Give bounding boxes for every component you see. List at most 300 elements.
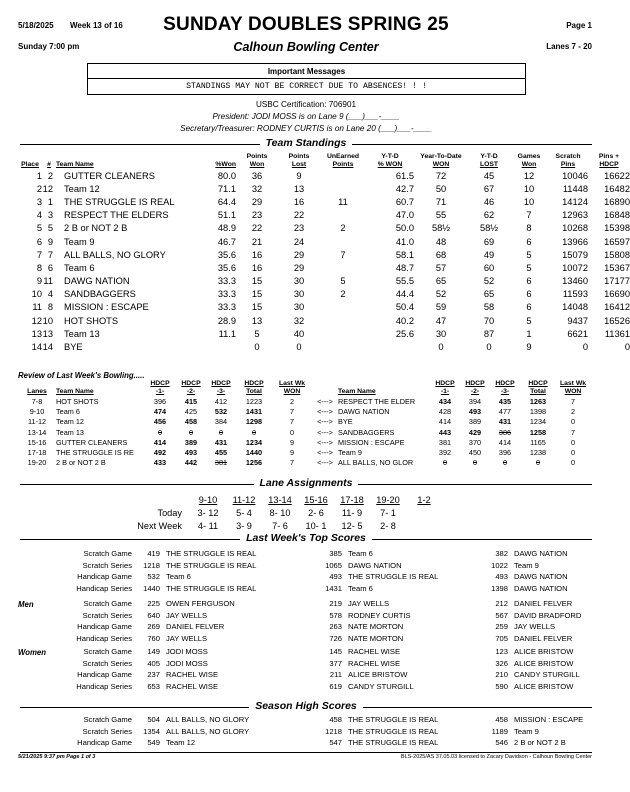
review-lanes: 11-12: [27, 417, 47, 427]
standings-cell: 65: [435, 276, 447, 287]
score-holder: Team 12: [166, 738, 196, 748]
standings-cell: 10: [523, 183, 535, 194]
review-team-name: THE STRUGGLE IS RE: [56, 448, 134, 458]
lane-assignment-pair: 4- 11: [197, 520, 219, 531]
score-holder: DANIEL FELVER: [166, 622, 225, 632]
standings-cell: 15367: [604, 262, 630, 273]
standings-row: [18, 248, 630, 261]
standings-cell: 14048: [562, 302, 588, 313]
standings-cell: 48: [435, 236, 447, 247]
standings-cell: 15: [251, 302, 263, 313]
score-holder: JAY WELLS: [348, 599, 390, 609]
standings-cell: DAWG NATION: [64, 276, 130, 287]
standings-cell: 64.4: [217, 196, 236, 207]
score-holder: ALL BALLS, NO GLORY: [166, 726, 250, 736]
review-col-header: HDCP -3-: [495, 380, 515, 395]
review-score: 7: [570, 396, 576, 406]
score-holder: JAY WELLS: [166, 634, 208, 644]
review-score: 458: [184, 417, 198, 427]
standings-cell: 16482: [604, 183, 630, 194]
usbc-certification: USBC Certification: 706901: [255, 100, 357, 109]
standings-cell: 62: [483, 210, 495, 221]
standings-col-header: Points Won: [246, 153, 268, 168]
review-lanes: 13-14: [27, 427, 47, 437]
lane-assignment-pair: 7- 6: [272, 520, 288, 531]
standings-cell: 29: [293, 249, 305, 260]
score-category: Handicap Series: [76, 634, 132, 644]
lane-assignments-body: [120, 506, 442, 532]
standings-cell: 32: [251, 183, 263, 194]
standings-cell: 15: [251, 276, 263, 287]
score-holder: THE STRUGGLE IS REAL: [348, 572, 439, 582]
review-col-header: Team Name: [338, 388, 376, 395]
standings-cell: 48.7: [395, 262, 414, 273]
score-holder: JODI MOSS: [166, 658, 208, 668]
review-team-name: 2 B or NOT 2 B: [56, 458, 106, 468]
standings-cell: MISSION : ESCAPE: [64, 302, 149, 313]
score-holder: THE STRUGGLE IS REAL: [348, 715, 439, 725]
score-holder: RACHEL WISE: [166, 682, 219, 692]
score-holder: NATE MORTON: [348, 622, 404, 632]
standings-cell: 10: [42, 315, 53, 326]
lane-pair-header: 19-20: [376, 494, 400, 505]
standings-cell: 36: [251, 170, 263, 181]
standings-cell: Team 6: [64, 262, 95, 273]
review-score: 1298: [245, 417, 263, 427]
score-row: [18, 610, 590, 622]
standings-cell: 9: [526, 342, 532, 353]
standings-row: [18, 301, 630, 314]
score-value: 547: [329, 738, 342, 748]
review-versus: <--->: [317, 458, 333, 468]
standings-cell: 50: [435, 183, 447, 194]
standings-col-header: Y-T-D LOST: [479, 153, 499, 168]
score-value: 458: [329, 715, 342, 725]
review-row: [18, 406, 590, 416]
lane-assignment-pair: [406, 506, 442, 519]
lane-assignment-pair: 3- 9: [236, 520, 252, 531]
score-holder: Team 9: [514, 726, 539, 736]
score-category: Scratch Series: [82, 658, 132, 668]
review-score: 492: [153, 448, 167, 458]
review-score: 456: [153, 417, 167, 427]
standings-cell: 3: [36, 196, 42, 207]
score-row: [18, 548, 590, 560]
score-category: Scratch Game: [83, 715, 132, 725]
standings-cell: 59: [435, 302, 447, 313]
lane-assignment-pair: 12- 5: [341, 520, 363, 531]
review-team-name: SANDBAGGERS: [338, 427, 395, 437]
standings-cell: 45: [483, 170, 495, 181]
standings-cell: [320, 314, 366, 327]
standings-cell: 2: [47, 170, 53, 181]
standings-cell: 6: [47, 262, 53, 273]
review-versus: <--->: [317, 437, 333, 447]
standings-cell: 1: [36, 170, 42, 181]
score-row: [18, 681, 590, 693]
review-score: 394: [468, 396, 482, 406]
standings-cell: 58.1: [395, 249, 414, 260]
standings-cell: 35.6: [217, 262, 236, 273]
standings-cell: 47: [435, 315, 447, 326]
lane-assignment-pair: [406, 519, 442, 532]
standings-cell: 51.1: [217, 210, 236, 221]
review-col-header: Last Wk WON: [278, 380, 306, 395]
score-value: 382: [495, 549, 508, 559]
standings-cell: 6: [526, 276, 532, 287]
score-row: [18, 726, 590, 738]
report-week: Week 13 of 16: [70, 21, 123, 30]
lane-assignment-row: [120, 506, 442, 519]
review-score: 396: [498, 448, 512, 458]
standings-cell: 33.3: [217, 276, 236, 287]
lane-assignments-table: [120, 493, 442, 532]
review-team-name: BYE: [338, 417, 353, 427]
page-number: Page 1: [566, 21, 592, 30]
standings-cell: 4: [47, 289, 53, 300]
standings-cell: BYE: [64, 342, 83, 353]
score-value: 149: [147, 647, 160, 657]
standings-cell: 30: [293, 302, 305, 313]
standings-cell: [320, 235, 366, 248]
standings-cell: 6621: [567, 328, 588, 339]
review-score: 0: [218, 427, 224, 437]
review-score: 414: [438, 417, 452, 427]
standings-cell: 22: [293, 210, 305, 221]
standings-cell: 11: [43, 276, 53, 287]
lane-assignment-row: [120, 519, 442, 532]
men-top-scores-table: [18, 598, 590, 644]
score-holder: JAY WELLS: [166, 610, 208, 620]
score-value: 1022: [491, 560, 508, 570]
standings-cell: 10268: [562, 223, 588, 234]
review-team-name: Team 12: [56, 417, 84, 427]
standings-cell: 6: [526, 289, 532, 300]
standings-cell: 24: [293, 236, 305, 247]
standings-col-header: %Won: [215, 161, 236, 168]
review-score: 1398: [529, 406, 547, 416]
standings-cell: 6: [526, 236, 532, 247]
report-date: 5/18/2025: [18, 21, 54, 30]
standings-cell: 52: [435, 289, 447, 300]
score-value: 269: [147, 622, 160, 632]
review-score: 2: [570, 406, 576, 416]
standings-cell: 11593: [562, 289, 588, 300]
standings-cell: 14: [42, 342, 53, 353]
standings-body: [18, 169, 630, 354]
standings-cell: 11448: [562, 183, 588, 194]
standings-cell: 58½: [479, 223, 499, 234]
standings-cell: 5: [526, 262, 532, 273]
women-label: Women: [18, 648, 47, 657]
score-category: Scratch Series: [82, 560, 132, 570]
review-score: 434: [438, 396, 452, 406]
standings-cell: 15398: [604, 223, 630, 234]
standings-row: [18, 288, 630, 301]
standings-title-text: Team Standings: [260, 137, 353, 149]
score-holder: RACHEL WISE: [166, 670, 219, 680]
review-score: 381: [214, 458, 228, 468]
standings-cell: 47.0: [395, 210, 414, 221]
score-value: 532: [147, 572, 160, 582]
review-team-name: Team 13: [56, 427, 84, 437]
standings-cell: 33.3: [217, 302, 236, 313]
review-score: 0: [157, 427, 163, 437]
messages-box: [87, 63, 526, 95]
score-value: 1398: [491, 584, 508, 594]
standings-cell: 4: [36, 210, 42, 221]
score-holder: DAWG NATION: [514, 572, 568, 582]
review-team-name: MISSION : ESCAPE: [338, 437, 405, 447]
standings-cell: 13460: [562, 276, 588, 287]
season-high-table: [18, 714, 590, 749]
review-col-header: Last Wk WON: [559, 380, 587, 395]
score-category: Scratch Game: [83, 549, 132, 559]
review-score: 477: [498, 406, 512, 416]
score-holder: JAY WELLS: [514, 622, 556, 632]
score-value: 123: [495, 647, 508, 657]
standings-cell: 5: [47, 223, 53, 234]
standings-col-header: Games Won: [517, 153, 541, 168]
standings-cell: 16622: [604, 170, 630, 181]
standings-cell: 16: [251, 249, 263, 260]
score-value: 377: [329, 658, 342, 668]
standings-cell: 0: [438, 342, 444, 353]
review-score: 493: [184, 448, 198, 458]
score-holder: THE STRUGGLE IS REAL: [166, 584, 257, 594]
review-col-header: HDCP -2-: [465, 380, 485, 395]
review-score: 1256: [245, 458, 263, 468]
standings-cell: 68: [435, 249, 447, 260]
standings-cell: 49: [483, 249, 495, 260]
standings-cell: 48.9: [217, 223, 236, 234]
review-lanes: 7-8: [31, 396, 43, 406]
score-row: [18, 621, 590, 633]
standings-cell: 40.2: [395, 315, 414, 326]
messages-text: STANDINGS MAY NOT BE CORRECT DUE TO ABSENCES! ! !: [186, 82, 427, 91]
score-row: [18, 560, 590, 572]
standings-cell: 71: [435, 196, 447, 207]
standings-cell: 8: [36, 262, 42, 273]
review-lanes: 19-20: [27, 458, 47, 468]
standings-cell: 30: [435, 328, 447, 339]
standings-cell: 0: [254, 342, 260, 353]
review-score: 0: [502, 458, 508, 468]
score-holder: OWEN FERGUSON: [166, 599, 235, 609]
score-row: [18, 598, 590, 610]
standings-col-header: #: [47, 161, 51, 168]
score-value: 493: [495, 572, 508, 582]
review-row: [18, 447, 590, 457]
footer-rule: [20, 752, 592, 753]
lane-pair-header: 13-14: [268, 494, 292, 505]
standings-cell: 25.6: [395, 328, 414, 339]
score-holder: ALICE BRISTOW: [514, 647, 574, 657]
bowling-center: Calhoun Bowling Center: [233, 40, 379, 54]
standings-header-row: [18, 153, 630, 169]
review-score: 442: [184, 458, 198, 468]
score-value: 405: [147, 658, 160, 668]
standings-cell: 16690: [604, 289, 630, 300]
standings-row: [18, 327, 630, 340]
review-score: 2: [289, 396, 295, 406]
score-category: Scratch Game: [83, 599, 132, 609]
review-score: 443: [438, 427, 452, 437]
standings-row: [18, 340, 630, 353]
review-score: 389: [468, 417, 482, 427]
standings-cell: [366, 340, 414, 353]
standings-cell: RESPECT THE ELDERS: [64, 210, 169, 221]
standings-cell: 2: [340, 223, 346, 234]
footer-license: BLS-2025/AS 37.05.03 licensed to Zacary Davidson - Calhoun Bowling Center: [400, 754, 592, 760]
standings-col-header: Pins + HDCP: [598, 153, 620, 168]
standings-cell: 55.5: [395, 276, 414, 287]
standings-cell: 1: [526, 328, 532, 339]
standings-cell: 5: [36, 223, 42, 234]
score-value: 419: [147, 549, 160, 559]
score-holder: ALICE BRISTOW: [514, 682, 574, 692]
review-score: 1431: [245, 406, 263, 416]
score-holder: RACHEL WISE: [348, 647, 401, 657]
standings-cell: 11: [338, 196, 348, 207]
season-high-title: [0, 700, 612, 712]
lane-assignment-pair: 3- 12: [197, 507, 219, 518]
score-holder: THE STRUGGLE IS REAL: [166, 560, 257, 570]
standings-cell: 7: [47, 249, 53, 260]
standings-cell: 30: [293, 289, 305, 300]
score-holder: THE STRUGGLE IS REAL: [348, 738, 439, 748]
standings-cell: ALL BALLS, NO GLORY: [64, 249, 166, 260]
standings-cell: 10: [31, 289, 42, 300]
review-team-name: GUTTER CLEANERS: [56, 437, 128, 447]
score-value: 726: [329, 634, 342, 644]
review-row: [18, 396, 590, 406]
review-score: 0: [188, 427, 194, 437]
standings-cell: 13966: [562, 236, 588, 247]
review-score: 435: [498, 396, 512, 406]
league-day-time: Sunday 7:00 pm: [18, 42, 80, 51]
standings-cell: 42.7: [395, 183, 414, 194]
standings-cell: 35.6: [217, 249, 236, 260]
review-score: 0: [472, 458, 478, 468]
standings-cell: 0: [624, 342, 630, 353]
standings-cell: 70: [483, 315, 495, 326]
standings-col-header: Place: [21, 161, 39, 168]
standings-cell: 61.5: [395, 170, 414, 181]
men-label: Men: [18, 600, 34, 609]
standings-cell: HOT SHOTS: [64, 315, 119, 326]
score-value: 578: [329, 610, 342, 620]
standings-cell: 7: [36, 249, 42, 260]
standings-cell: 55: [435, 210, 447, 221]
review-score: 9: [289, 448, 295, 458]
review-team-name: ALL BALLS, NO GLOR: [338, 458, 414, 468]
standings-cell: 16848: [604, 210, 630, 221]
review-team-name: RESPECT THE ELDER: [338, 396, 416, 406]
standings-cell: THE STRUGGLE IS REAL: [64, 196, 175, 207]
review-team-name: DAWG NATION: [338, 406, 390, 416]
standings-cell: [176, 340, 236, 353]
score-holder: DAWG NATION: [514, 584, 568, 594]
standings-cell: 5: [526, 315, 532, 326]
review-score: 7: [570, 427, 576, 437]
review-lanes: 17-18: [27, 448, 47, 458]
standings-cell: 0: [582, 342, 588, 353]
standings-cell: 14124: [562, 196, 588, 207]
review-versus: <--->: [317, 396, 333, 406]
score-value: 237: [147, 670, 160, 680]
score-category: Scratch Game: [83, 647, 132, 657]
review-score: 414: [498, 437, 512, 447]
score-value: 549: [147, 738, 160, 748]
standings-cell: 16: [251, 262, 263, 273]
score-holder: DANIEL FELVER: [514, 599, 573, 609]
standings-col-header: Year-To-Date WON: [420, 153, 462, 168]
standings-cell: 15079: [562, 249, 588, 260]
review-col-header: Lanes: [27, 388, 47, 395]
standings-cell: 9437: [567, 315, 588, 326]
score-holder: 2 B or NOT 2 B: [514, 738, 566, 748]
review-score: 431: [498, 417, 512, 427]
secretary-info: Secretary/Treasurer: RODNEY CURTIS is on Lane 20 (___)___-____: [180, 124, 432, 133]
standings-cell: 2: [340, 289, 346, 300]
review-row: [18, 427, 590, 437]
standings-cell: 15: [251, 289, 263, 300]
review-score: 384: [214, 417, 228, 427]
standings-cell: 6: [36, 236, 42, 247]
score-holder: CANDY STURGILL: [514, 670, 580, 680]
score-value: 1218: [325, 726, 342, 736]
review-score: 412: [214, 396, 228, 406]
score-row: [18, 646, 590, 658]
review-score: 0: [570, 437, 576, 447]
score-holder: DANIEL FELVER: [514, 634, 573, 644]
standings-cell: 12: [42, 183, 53, 194]
standings-cell: [320, 169, 366, 182]
score-holder: RODNEY CURTIS: [348, 610, 411, 620]
score-value: 590: [495, 682, 508, 692]
standings-cell: 15808: [604, 249, 630, 260]
lane-label-spacer: [120, 493, 190, 506]
lane-assignment-pair: 7- 1: [380, 507, 396, 518]
score-value: 493: [329, 572, 342, 582]
score-row: [18, 714, 590, 726]
standings-cell: 13: [31, 328, 42, 339]
standings-cell: 13: [42, 328, 53, 339]
standings-title: [0, 137, 612, 149]
standings-cell: 60.7: [395, 196, 414, 207]
standings-cell: 0: [296, 342, 302, 353]
standings-cell: Team 9: [64, 236, 95, 247]
review-versus: <--->: [317, 427, 333, 437]
review-lanes: 15-16: [27, 437, 47, 447]
score-holder: Team 9: [514, 560, 539, 570]
score-holder: Team 6: [348, 584, 373, 594]
review-score: 386: [498, 427, 512, 437]
standings-cell: 5: [340, 276, 346, 287]
standings-cell: Team 13: [64, 328, 100, 339]
lane-assignments-header: [120, 493, 442, 506]
review-score: 7: [289, 406, 295, 416]
standings-cell: 12963: [562, 210, 588, 221]
standings-col-header: Y-T-D % WON: [377, 153, 403, 168]
review-score: 7: [289, 417, 295, 427]
score-row: [18, 658, 590, 670]
lanes-range: Lanes 7 - 20: [546, 42, 592, 51]
review-score: 0: [442, 458, 448, 468]
standings-cell: 3: [47, 210, 53, 221]
standings-cell: 72: [435, 170, 447, 181]
